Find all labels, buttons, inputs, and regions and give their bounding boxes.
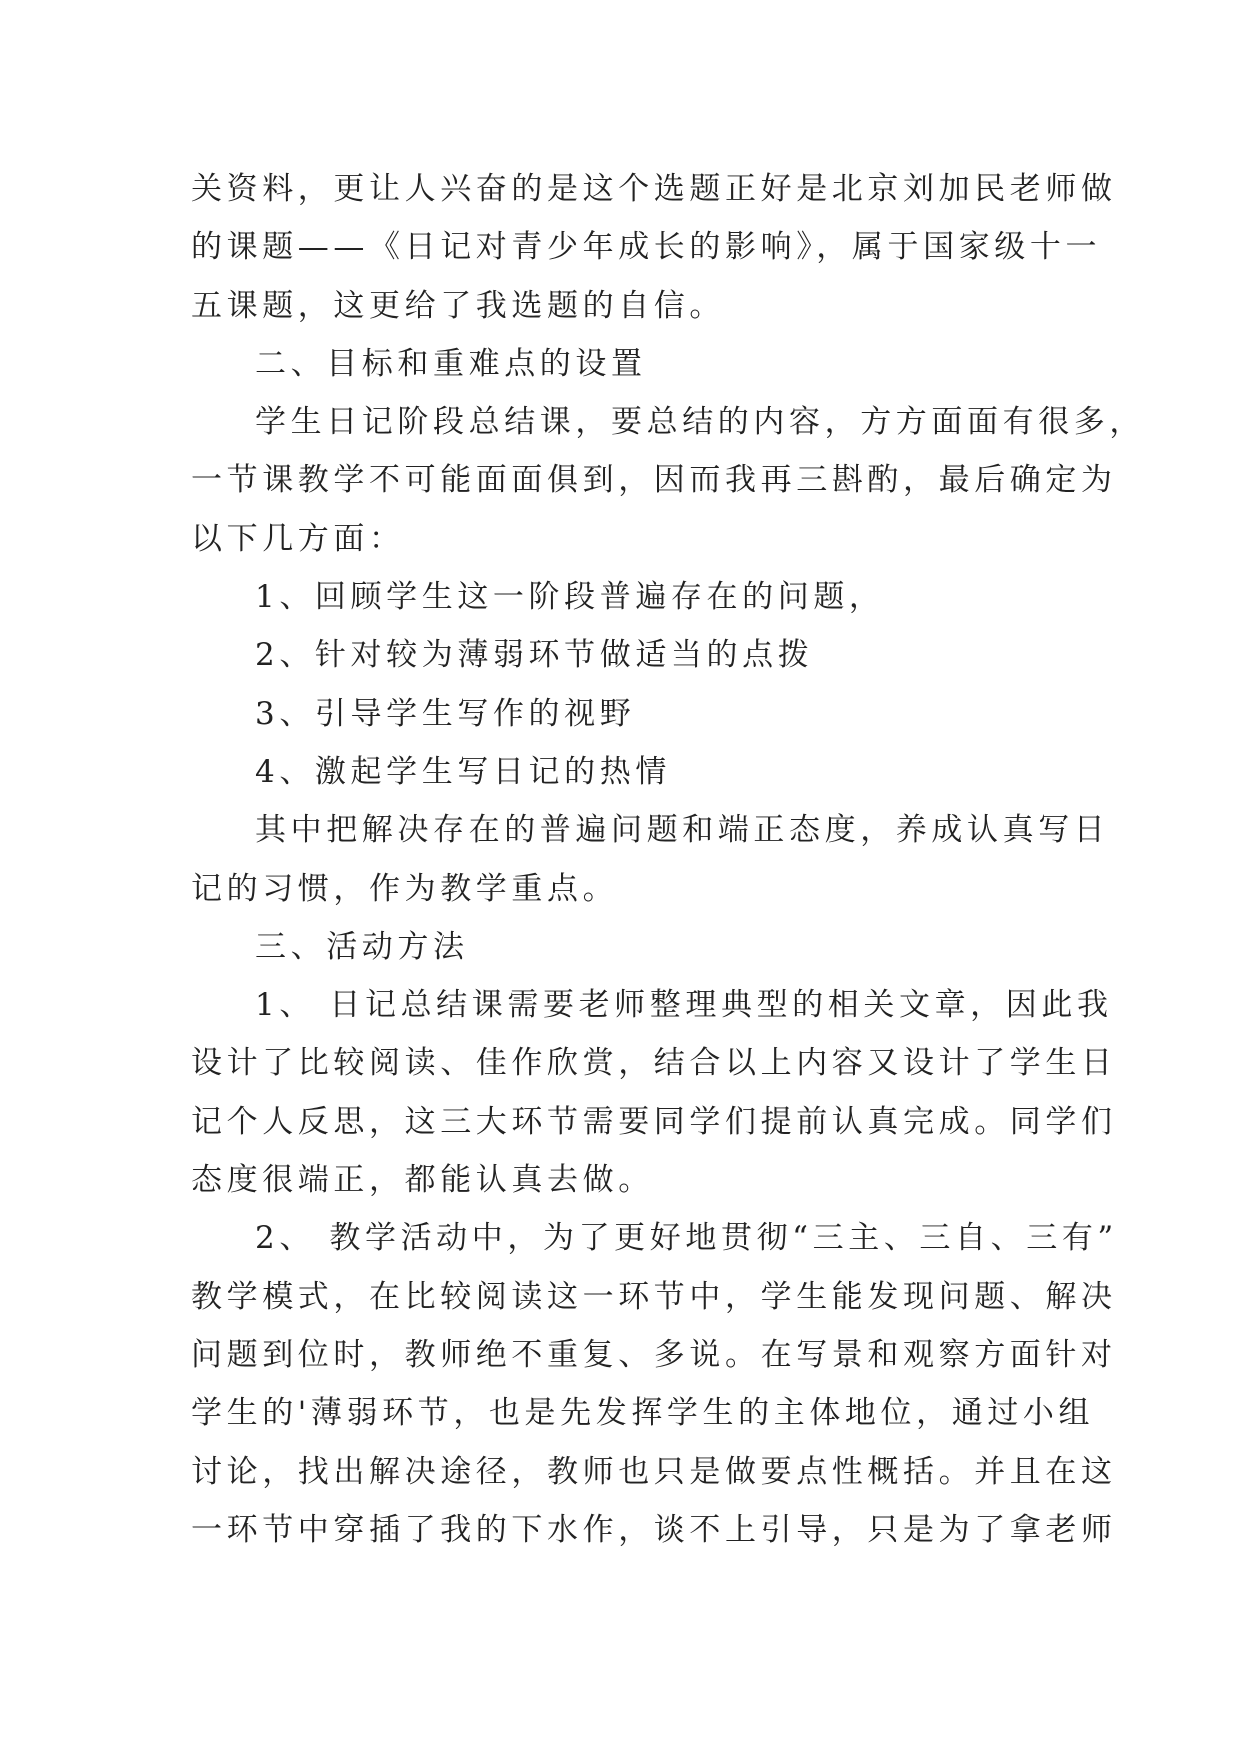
text-line: 关资料，更让人兴奋的是这个选题正好是北京刘加民老师做: [191, 171, 1117, 207]
text-line: 的课题——《日记对青少年成长的影响》，属于国家级十一: [191, 229, 1102, 266]
text-line: 以下几方面：: [191, 520, 405, 557]
text-line: 1、 日记总结课需要老师整理典型的相关文章，因此我: [255, 987, 1113, 1024]
list-item: 2、针对较为薄弱环节做适当的点拨: [255, 637, 814, 674]
text-line: 一环节中穿插了我的下水作，谈不上引导，只是为了拿老师: [191, 1511, 1117, 1548]
text-line: 记个人反思，这三大环节需要同学们提前认真完成。同学们: [191, 1103, 1117, 1140]
list-item: 4、激起学生写日记的热情: [255, 753, 671, 790]
text-line: 讨论，找出解决途径，教师也只是做要点性概括。并且在这: [191, 1453, 1117, 1490]
text-line: 一节课教学不可能面面俱到，因而我再三斟酌，最后确定为: [191, 462, 1117, 499]
text-line: 学生日记阶段总结课，要总结的内容，方方面面有很多，: [255, 404, 1145, 441]
text-line: 其中把解决存在的普遍问题和端正态度，养成认真写日: [255, 812, 1110, 849]
text-line: 2、 教学活动中，为了更好地贯彻“三主、三自、三有”: [255, 1220, 1118, 1257]
section-heading: 三、活动方法: [255, 928, 469, 965]
text-line: 五课题，这更给了我选题的自信。: [191, 287, 725, 324]
text-line: 设计了比较阅读、佳作欣赏，结合以上内容又设计了学生日: [191, 1045, 1117, 1082]
text-line: 学生的'薄弱环节，也是先发挥学生的主体地位，通过小组: [191, 1395, 1095, 1432]
text-line: 教学模式，在比较阅读这一环节中，学生能发现问题、解决: [191, 1278, 1117, 1315]
text-line: 记的习惯，作为教学重点。: [191, 870, 619, 907]
text-line: 态度很端正，都能认真去做。: [191, 1162, 654, 1199]
text-line: 问题到位时，教师绝不重复、多说。在写景和观察方面针对: [191, 1336, 1117, 1373]
document-page: [191, 160, 1145, 1559]
list-item: 3、引导学生写作的视野: [255, 695, 636, 732]
list-item: 1、回顾学生这一阶段普遍存在的问题，: [255, 579, 885, 616]
section-heading: 二、目标和重难点的设置: [255, 345, 647, 382]
